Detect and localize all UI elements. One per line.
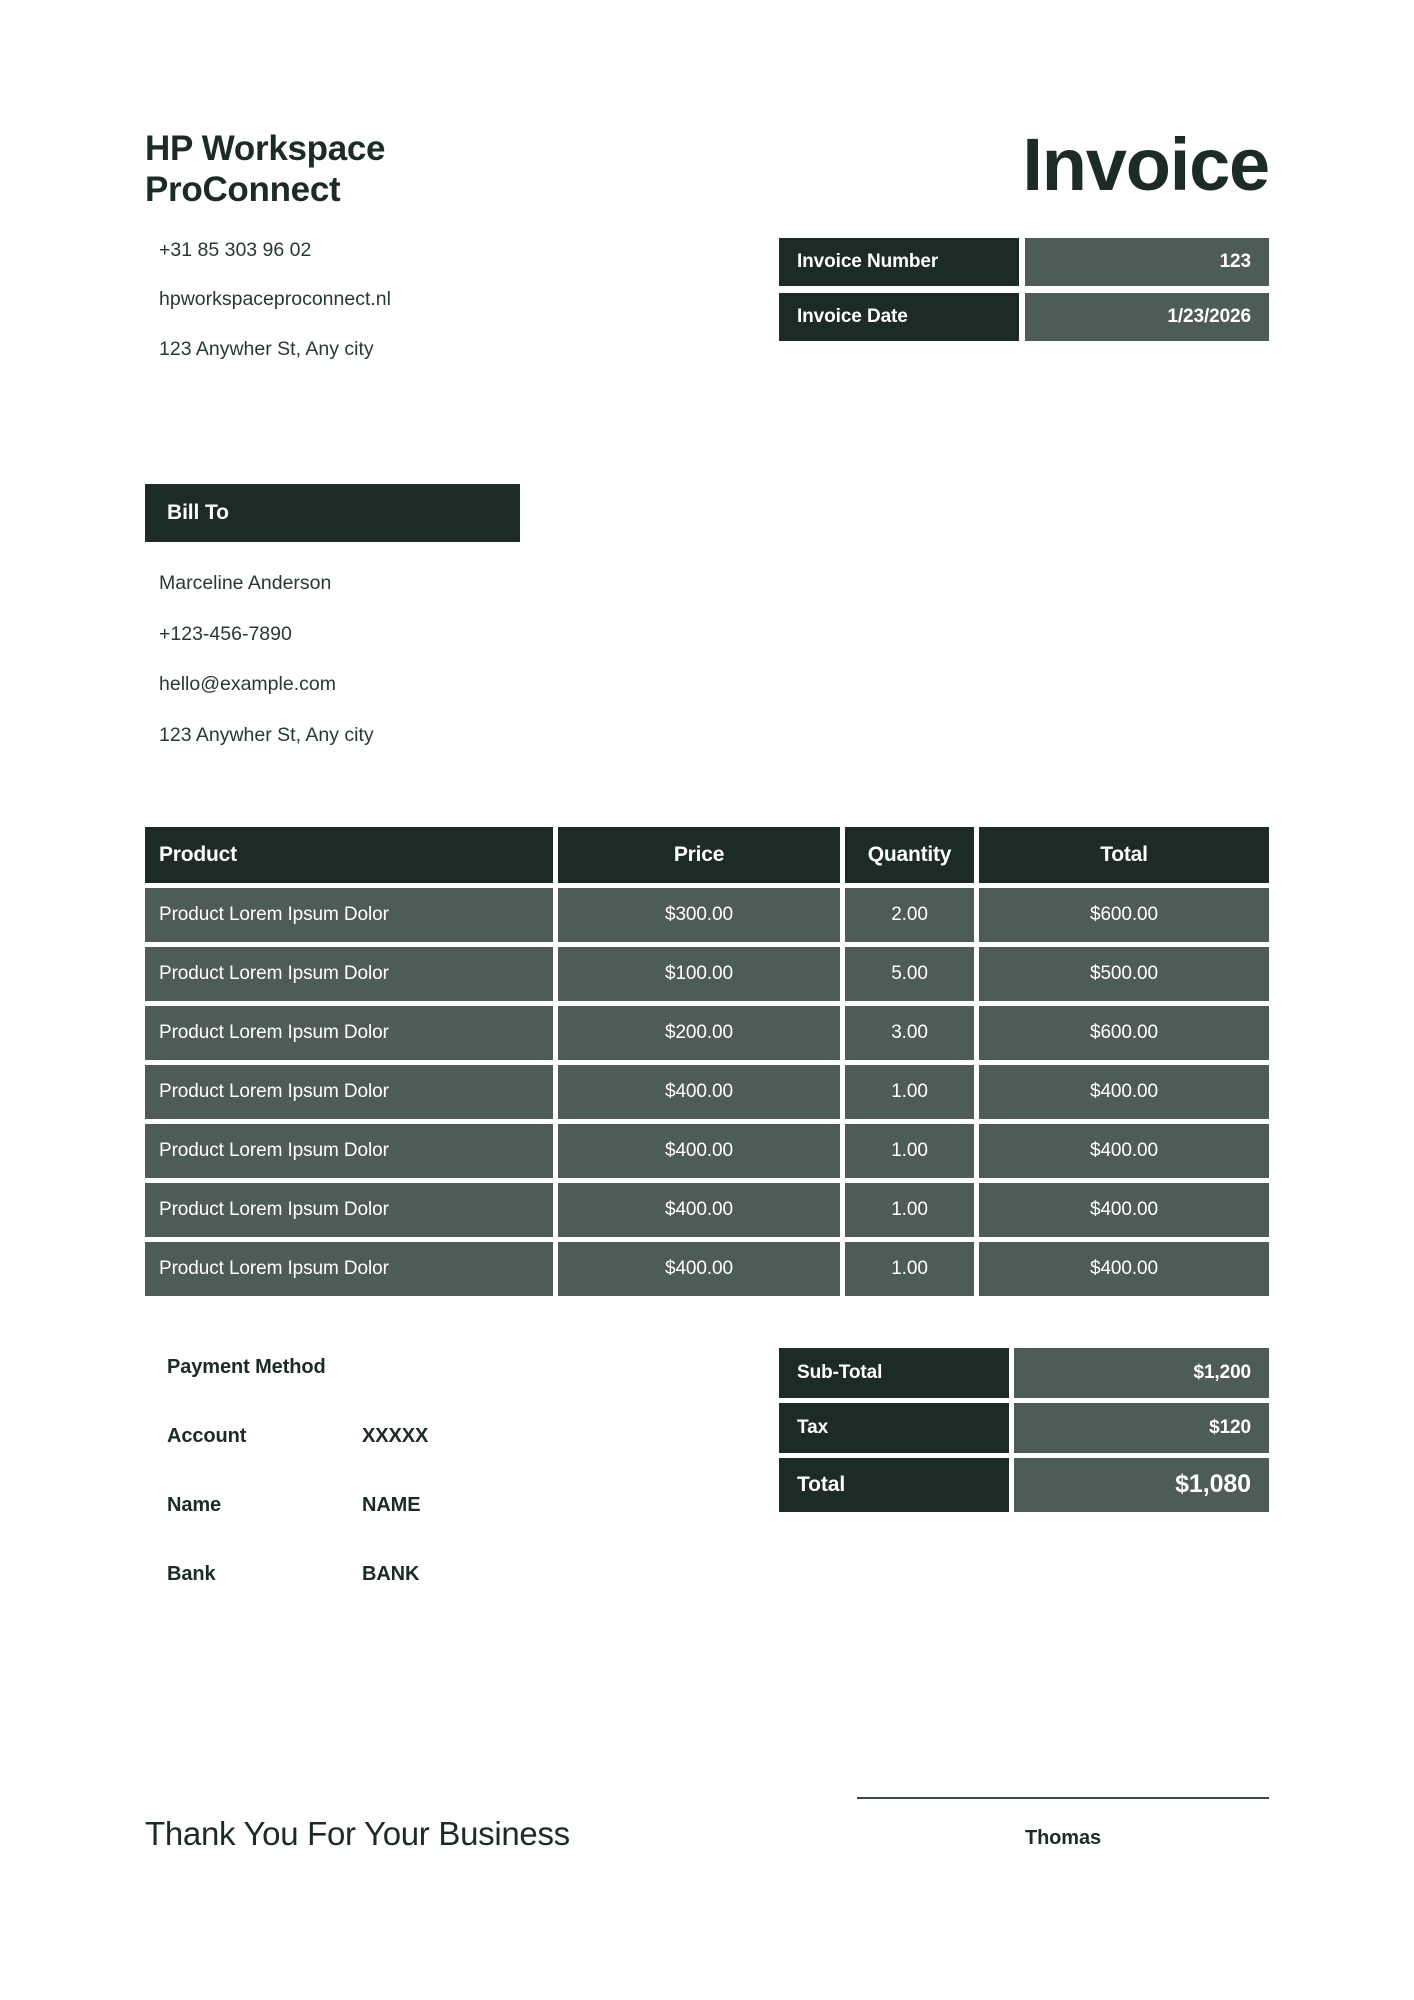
subtotal-label: Sub-Total xyxy=(779,1348,1009,1398)
cell-price: $400.00 xyxy=(558,1065,840,1119)
cell-total: $400.00 xyxy=(979,1124,1269,1178)
payment-method-title: Payment Method xyxy=(167,1356,326,1379)
subtotal-value: $1,200 xyxy=(1014,1348,1269,1398)
grand-total-value: $1,080 xyxy=(1014,1458,1269,1512)
table-header-row xyxy=(145,827,1269,883)
tax-value: $120 xyxy=(1014,1403,1269,1453)
cell-quantity: 2.00 xyxy=(845,888,974,942)
subtotal-row xyxy=(779,1348,1269,1398)
cell-quantity: 5.00 xyxy=(845,947,974,1001)
column-header-quantity: Quantity xyxy=(845,827,974,883)
invoice-date-value: 1/23/2026 xyxy=(1025,293,1269,341)
bill-to-details xyxy=(145,574,1269,745)
company-website: hpworkspaceproconnect.nl xyxy=(159,288,391,311)
column-header-price: Price xyxy=(558,827,840,883)
tax-row xyxy=(779,1403,1269,1453)
line-items-table xyxy=(145,827,1269,1296)
company-name: HP Workspace ProConnect xyxy=(145,129,386,210)
cell-total: $500.00 xyxy=(979,947,1269,1001)
invoice-head xyxy=(779,123,1269,341)
invoice-meta-table xyxy=(779,238,1269,341)
bill-to-address: 123 Anywher St, Any city xyxy=(159,723,374,746)
cell-product: Product Lorem Ipsum Dolor xyxy=(145,1183,553,1237)
table-row xyxy=(145,1183,1269,1237)
bottom-section xyxy=(145,1348,1269,1586)
table-row xyxy=(145,888,1269,942)
cell-total: $600.00 xyxy=(979,1006,1269,1060)
payment-name-label: Name xyxy=(167,1494,222,1517)
payment-name-value: NAME xyxy=(362,1494,421,1517)
grand-total-label: Total xyxy=(779,1458,1009,1512)
cell-product: Product Lorem Ipsum Dolor xyxy=(145,1006,553,1060)
cell-quantity: 1.00 xyxy=(845,1242,974,1296)
cell-price: $100.00 xyxy=(558,947,840,1001)
bill-to-heading: Bill To xyxy=(145,484,520,542)
invoice-header xyxy=(145,0,1269,359)
cell-price: $400.00 xyxy=(558,1183,840,1237)
invoice-number-row xyxy=(779,238,1269,286)
cell-price: $400.00 xyxy=(558,1242,840,1296)
payment-account-row xyxy=(167,1425,675,1448)
cell-price: $200.00 xyxy=(558,1006,840,1060)
invoice-footer xyxy=(145,1797,1269,1850)
cell-price: $400.00 xyxy=(558,1124,840,1178)
invoice-number-label: Invoice Number xyxy=(779,238,1019,286)
cell-total: $400.00 xyxy=(979,1065,1269,1119)
page-title: Invoice xyxy=(1022,123,1269,206)
cell-product: Product Lorem Ipsum Dolor xyxy=(145,888,553,942)
cell-product: Product Lorem Ipsum Dolor xyxy=(145,1124,553,1178)
payment-method-block xyxy=(145,1348,675,1586)
table-row xyxy=(145,1065,1269,1119)
invoice-date-row xyxy=(779,293,1269,341)
payment-bank-row xyxy=(167,1563,675,1586)
table-body xyxy=(145,888,1269,1296)
signature-line xyxy=(857,1797,1269,1799)
bill-to-email: hello@example.com xyxy=(159,673,336,696)
cell-product: Product Lorem Ipsum Dolor xyxy=(145,947,553,1001)
payment-bank-value: BANK xyxy=(362,1563,420,1586)
signature-block xyxy=(857,1797,1269,1850)
totals-block xyxy=(779,1348,1269,1586)
company-phone: +31 85 303 96 02 xyxy=(159,238,312,261)
column-header-product: Product xyxy=(145,827,553,883)
table-row xyxy=(145,1006,1269,1060)
cell-total: $400.00 xyxy=(979,1183,1269,1237)
bill-to-phone: +123-456-7890 xyxy=(159,622,292,645)
invoice-date-label: Invoice Date xyxy=(779,293,1019,341)
table-row xyxy=(145,947,1269,1001)
bill-to-section xyxy=(145,484,1269,745)
company-block xyxy=(145,128,565,359)
cell-product: Product Lorem Ipsum Dolor xyxy=(145,1065,553,1119)
bill-to-name: Marceline Anderson xyxy=(159,572,332,595)
tax-label: Tax xyxy=(779,1403,1009,1453)
cell-quantity: 1.00 xyxy=(845,1124,974,1178)
cell-total: $400.00 xyxy=(979,1242,1269,1296)
cell-price: $300.00 xyxy=(558,888,840,942)
signature-name: Thomas xyxy=(1024,1827,1102,1849)
cell-quantity: 1.00 xyxy=(845,1065,974,1119)
table-row xyxy=(145,1242,1269,1296)
thank-you-message: Thank You For Your Business xyxy=(145,1815,570,1852)
column-header-total: Total xyxy=(979,827,1269,883)
company-address: 123 Anywher St, Any city xyxy=(159,337,374,360)
payment-account-value: XXXXX xyxy=(362,1425,429,1448)
cell-total: $600.00 xyxy=(979,888,1269,942)
payment-account-label: Account xyxy=(167,1425,247,1448)
cell-product: Product Lorem Ipsum Dolor xyxy=(145,1242,553,1296)
company-contacts xyxy=(145,238,565,360)
invoice-number-value: 123 xyxy=(1025,238,1269,286)
cell-quantity: 1.00 xyxy=(845,1183,974,1237)
payment-name-row xyxy=(167,1494,675,1517)
table-row xyxy=(145,1124,1269,1178)
grand-total-row xyxy=(779,1458,1269,1512)
payment-bank-label: Bank xyxy=(167,1563,216,1586)
cell-quantity: 3.00 xyxy=(845,1006,974,1060)
